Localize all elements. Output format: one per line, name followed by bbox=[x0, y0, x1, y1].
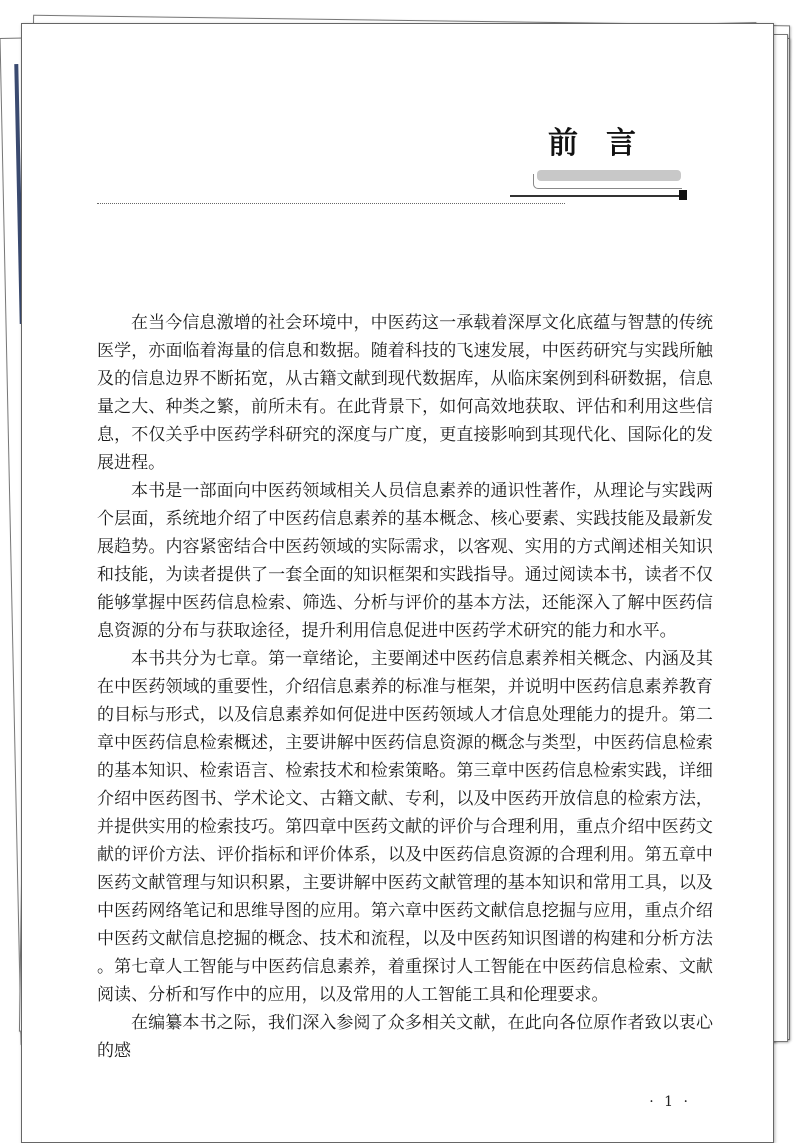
paragraph: 本书共分为七章。第一章绪论，主要阐述中医药信息素养相关概念、内涵及其在中医药领域的重要性，介绍信息素养的标准与框架，并说明中医药信息素养教育的目标与形式，以及信息素养如何促进中医药领域人才信息处理能力的提升。第二章中医药信息检索概述，主要讲解中医药信息资源的概念与类型，中医药信息检索的基本知识、检索语言、检索技术和检索策略。第三章中医药信息检索实践，详细介绍中医药图书、学术论文、古籍文献、专利，以及中医药开放信息的检索方法，并提供实用的检索技巧。第四章中医药文献的评价与合理利用，重点介绍中医药文献的评价方法、评价指标和评价体系，以及中医药信息资源的合理利用。第五章中医药文献管理与知识积累，主要讲解中医药文献管理的基本知识和常用工具，以及中医药网络笔记和思维导图的应用。第六章中医药文献信息挖掘与应用，重点介绍中医药文献信息挖掘的概念、技术和流程，以及中医药知识图谱的构建和分析方法。第七章人工智能与中医药信息素养，着重探讨人工智能在中医药信息检索、文献阅读、分析和写作中的应用，以及常用的人工智能工具和伦理要求。 bbox=[97, 649, 713, 1005]
page-content bbox=[97, 309, 713, 1111]
body-text bbox=[97, 309, 713, 1065]
title-decoration-line bbox=[510, 195, 682, 197]
dotted-divider bbox=[97, 203, 565, 204]
title-decoration-square bbox=[679, 190, 687, 200]
page-title: 前言 bbox=[548, 126, 664, 161]
paragraph: 在当今信息激增的社会环境中，中医药这一承载着深厚文化底蕴与智慧的传统医学，亦面临着海量的信息和数据。随着科技的飞速发展，中医药研究与实践所触及的信息边界不断拓宽，从古籍文献到现代数据库，从临床案例到科研数据，信息量之大、种类之繁，前所未有。在此背景下，如何高效地获取、评估和利用这些信息，不仅关乎中医药学科研究的深度与广度，更直接影响到其现代化、国际化的发展进程。 bbox=[97, 313, 713, 473]
title-decoration-bar bbox=[537, 170, 681, 181]
paragraph: 本书是一部面向中医药领域相关人员信息素养的通识性著作，从理论与实践两个层面，系统地介绍了中医药信息素养的基本概念、核心要素、实践技能及最新发展趋势。内容紧密结合中医药领域的实际需求，以客观、实用的方式阐述相关知识和技能，为读者提供了一套全面的知识框架和实践指导。通过阅读本书，读者不仅能够掌握中医药信息检索、筛选、分析与评价的基本方法，还能深入了解中医药信息资源的分布与获取途径，提升利用信息促进中医药学术研究的能力和水平。 bbox=[97, 481, 713, 641]
paragraph: 在编纂本书之际，我们深入参阅了众多相关文献，在此向各位原作者致以衷心的感 bbox=[97, 1013, 713, 1061]
page-number: · 1 · bbox=[649, 1094, 691, 1110]
